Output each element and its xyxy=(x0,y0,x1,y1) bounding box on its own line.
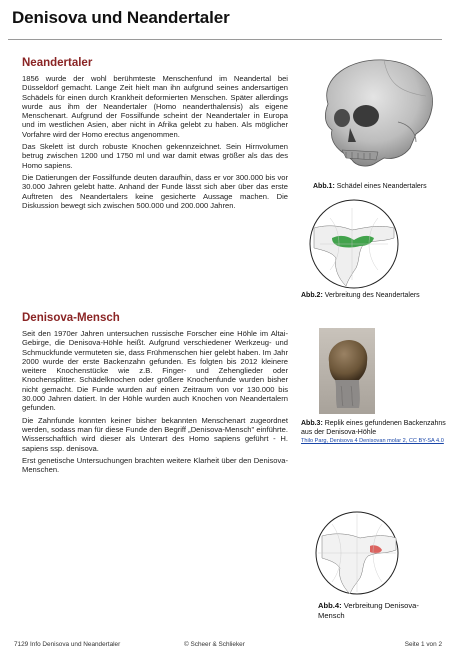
neanderthal-skull-image xyxy=(298,52,440,170)
neandertaler-paragraph-3: Die Datierungen der Fossilfunde deuten daraufhin, dass er vor 300.000 bis vor 30.000 Jahren gelebt hatte. Anhand der Funde lässt sich aber über das erste Auftreten des Neandertalers keine gesicherte Aussage machen. Die Diskussion bewegt sich zwischen 500.000 und 200.000 Jahren. xyxy=(22,172,288,210)
section-heading-denisova: Denisova-Mensch xyxy=(22,312,120,324)
neandertaler-text xyxy=(22,74,288,213)
figure-3-caption xyxy=(301,420,447,437)
denisova-distribution-globe xyxy=(314,510,400,596)
figure-4-text: Verbreitung Denisova-Mensch xyxy=(318,601,419,620)
denisova-text xyxy=(22,329,288,477)
figure-2-text: Verbreitung des Neandertalers xyxy=(324,292,420,299)
neandertaler-distribution-globe xyxy=(308,198,400,290)
title-divider xyxy=(8,39,442,40)
denisova-tooth-photo xyxy=(319,328,375,414)
footer-center: © Scheer & Schlieker xyxy=(184,641,245,648)
footer-page-number: Seite 1 von 2 xyxy=(404,641,442,648)
footer-left: 7129 Info Denisova und Neandertaler xyxy=(14,641,121,648)
figure-3-text: Replik eines gefundenen Backenzahns aus der Denisova-Höhle xyxy=(301,420,446,436)
figure-2-label: Abb.2: xyxy=(301,292,323,299)
neandertaler-paragraph-1: 1856 wurde der wohl berühmteste Menschenfund im Neandertal bei Düsseldorf gemacht. Lange Zeit hielt man ihn aufgrund seines andersartigen Schädels für einen durch Krankheit deformierten Menschen. Später allerdings wurde aus ihm der Neandertaler (Homo neanderthalensis) als eigene Menschenart. Aufgrund der Fossilfunde scheint der Neandertaler in Europa und im westlichen Asien, aber nicht in Afrika gelebt zu haben. Als möglicher Vorfahre wird der Homo erectus angenommen. xyxy=(22,74,288,139)
figure-4-label: Abb.4: xyxy=(318,601,342,610)
neandertaler-paragraph-2: Das Skelett ist durch robuste Knochen gekennzeichnet. Sein Hirnvolumen betrug zwischen 1200 und 1750 ml und war damit etwas größer als das des Homo sapiens. xyxy=(22,142,288,170)
figure-3-label: Abb.3: xyxy=(301,420,323,427)
denisova-paragraph-2: Die Zahnfunde konnten keiner bisher bekannten Menschenart zugeordnet werden, sodass man für diese Funde den Begriff „Denisova-Mensch" einführte. Wisserschaftlich wird dieser als Unterart des Homo sapiens geführt - H. sapiens ssp. denisova. xyxy=(22,415,288,453)
denisova-paragraph-1: Seit den 1970er Jahren untersuchen russische Forscher eine Höhle im Altai-Gebirge, die Denisova-Höhle heißt. Aufgrund verschiedener Werkzeug- und Schmuckfunde vermuteten sie, dass Frühmenschen hier gelebt haben. Im Jahr 2000 wurde der erste Backenzahn gefunden. Es folgten bis 2012 kleinere weitere Knochenstücke wie z.B. Finger- und Zehenglieder oder Knochensplitter. Schädelknochen oder größere Knochenfunde wurden bisher nicht gemacht. Die Funde wurden auf einen Zeitraum von vor 130.000 bis 30.000 Jahren datiert. In der Höhle wurden auch Knochen von Neandertalern gefunden. xyxy=(22,329,288,413)
figure-1-label: Abb.1: xyxy=(313,183,335,190)
figure-4-caption xyxy=(318,601,438,620)
figure-1-text: Schädel eines Neandertalers xyxy=(336,183,427,190)
figure-3-credit-link[interactable]: Thilo Parg, Denisova 4 Denisovan molar 2, CC BY-SA 4.0 xyxy=(301,438,444,444)
denisova-paragraph-3: Erst genetische Untersuchungen brachten weitere Klarheit über den Denisova-Menschen. xyxy=(22,455,288,475)
figure-1-caption xyxy=(313,183,448,192)
section-heading-neandertaler: Neandertaler xyxy=(22,57,93,69)
page-title: Denisova und Neandertaler xyxy=(12,8,230,27)
figure-2-caption xyxy=(301,292,446,301)
